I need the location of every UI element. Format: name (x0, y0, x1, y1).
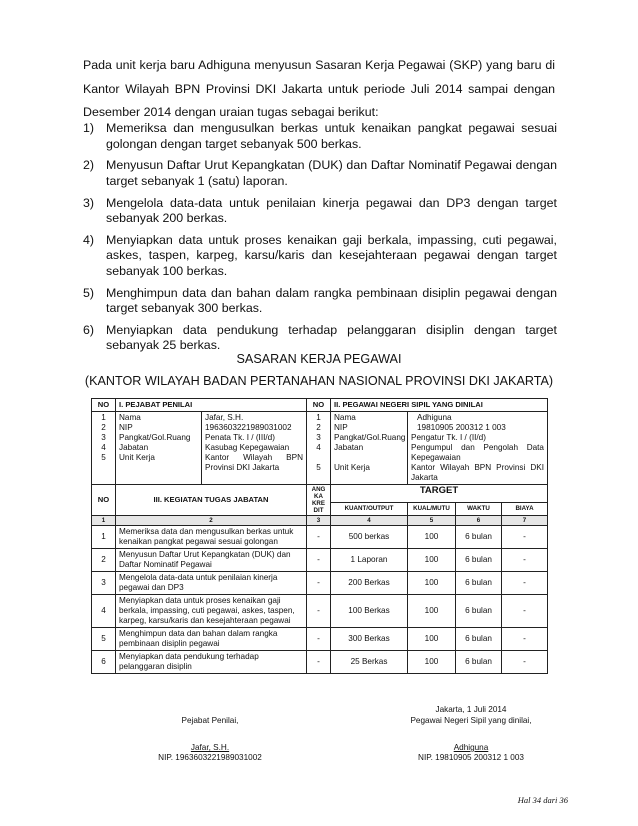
list-item (83, 323, 557, 354)
penilai-jabatan: Kasubag Kepegawaian (205, 443, 290, 452)
penilai-fields (116, 412, 202, 485)
no-header: NO (92, 399, 116, 412)
num: 5 (316, 463, 321, 472)
item-text: Memeriksa dan mengusulkan berkas untuk kenaikan pangkat pegawai sesuai golongan dengan target sebanyak 500 berkas. (106, 121, 557, 151)
waktu-cell: 6 bulan (456, 572, 502, 595)
waktu-cell: 6 bulan (456, 526, 502, 549)
num: 4 (101, 443, 106, 452)
ak-cell: - (307, 526, 331, 549)
field-label: NIP (119, 423, 133, 432)
num: 3 (316, 433, 321, 442)
pegawai-jabatan: Pengumpul dan Pengolah Data Kepegawaian (411, 443, 544, 462)
row-number: 5 (92, 628, 116, 651)
pegawai-fields (331, 412, 408, 485)
kuant-header: KUANT/OUTPUT (331, 502, 408, 515)
no-header: NO (307, 399, 331, 412)
no-header: NO (92, 485, 116, 516)
waktu-header: WAKTU (456, 502, 502, 515)
row-number: 6 (92, 651, 116, 674)
item-text: Menyiapkan data pendukung terhadap pelanggaran disiplin dengan target sebanyak 25 berkas. (106, 322, 557, 353)
biaya-cell: - (502, 595, 548, 628)
kegiatan-cell: Menyiapkan data untuk proses kenaikan gaji berkala, impassing, cuti pegawai, askes, taspen, karpeg, karsu/karis dan kesejahteraan pegawai (116, 595, 307, 628)
item-text: Mengelola data-data untuk penilaian kinerja pegawai dan DP3 dengan target sebanyak 200 berkas. (106, 195, 557, 226)
num: 3 (101, 433, 106, 442)
penilai-values (202, 412, 307, 485)
list-item (83, 121, 557, 152)
field-label: Jabatan (119, 443, 149, 452)
pegawai-pangkat: Pengatur Tk. I / (II/d) (411, 433, 486, 442)
biaya-cell: - (502, 628, 548, 651)
pegawai-signature-nip: NIP. 19810905 200312 1 003 (418, 753, 524, 762)
waktu-cell: 6 bulan (456, 628, 502, 651)
num: 1 (101, 413, 106, 422)
skp-table (91, 398, 548, 674)
penilai-role: Pejabat Penilai, (181, 716, 239, 725)
kual-cell: 100 (408, 549, 456, 572)
page-number: Hal 34 dari 36 (517, 795, 568, 805)
penilai-header: I. PEJABAT PENILAI (116, 399, 307, 412)
col-number: 7 (502, 516, 548, 526)
pegawai-unit: Kantor Wilayah BPN Provinsi DKI Jakarta (411, 463, 544, 482)
table-row (92, 595, 548, 628)
biaya-cell: - (502, 526, 548, 549)
num: 1 (316, 413, 321, 422)
penilai-nama: Jafar, S.H. (205, 413, 244, 422)
kegiatan-cell: Menyusun Daftar Urut Kepangkatan (DUK) dan Daftar Nominatif Pegawai (116, 549, 307, 572)
document-subtitle: (KANTOR WILAYAH BADAN PERTANAHAN NASIONAL PROVINSI DKI JAKARTA) (84, 374, 554, 388)
ak-cell: - (307, 628, 331, 651)
col-number: 2 (116, 516, 307, 526)
table-row (92, 628, 548, 651)
item-number: 4) (83, 232, 95, 247)
identity-row (92, 412, 548, 485)
list-item (83, 158, 557, 189)
kuant-cell: 100 Berkas (331, 595, 408, 628)
col-number: 6 (456, 516, 502, 526)
column-number-row (92, 516, 548, 526)
item-text: Menyusun Daftar Urut Kepangkatan (DUK) dan Daftar Nominatif Pegawai dengan target sebanyak 1 (satu) laporan. (106, 158, 557, 188)
kegiatan-header-row (92, 485, 548, 503)
num: 4 (316, 443, 321, 452)
num: 2 (101, 423, 106, 432)
field-label: Unit Kerja (119, 453, 155, 462)
table-row (92, 549, 548, 572)
item-number: 3) (83, 195, 95, 210)
row-number: 3 (92, 572, 116, 595)
item-number: 5) (83, 285, 95, 300)
col-number: 1 (92, 516, 116, 526)
waktu-cell: 6 bulan (456, 651, 502, 674)
ak-cell: - (307, 572, 331, 595)
penilai-signature-nip: NIP. 1963603221989031002 (158, 753, 262, 762)
row-number: 1 (92, 526, 116, 549)
num: 5 (101, 453, 106, 462)
ak-cell: - (307, 595, 331, 628)
kual-cell: 100 (408, 628, 456, 651)
item-text: Menghimpun data dan bahan dalam rangka pembinaan disiplin pegawai dengan target sebanyak 300 berkas. (106, 285, 557, 316)
field-label: Nama (334, 413, 356, 422)
kual-cell: 100 (408, 572, 456, 595)
document-title: SASARAN KERJA PEGAWAI (236, 352, 402, 366)
list-item (83, 233, 557, 280)
pegawai-signature-name: Adhiguna (453, 743, 489, 752)
kual-cell: 100 (408, 651, 456, 674)
pegawai-values (408, 412, 548, 485)
biaya-cell: - (502, 572, 548, 595)
table-row (92, 526, 548, 549)
kuant-cell: 1 Laporan (331, 549, 408, 572)
penilai-unit: Kantor Wilayah BPN Provinsi DKI Jakarta (205, 453, 303, 472)
penilai-nip: 1963603221989031002 (205, 423, 292, 432)
col-number: 3 (307, 516, 331, 526)
col-number: 4 (331, 516, 408, 526)
item-number: 2) (83, 158, 95, 173)
item-number: 6) (83, 322, 95, 337)
list-item (83, 286, 557, 317)
penilai-pangkat: Penata Tk. I / (III/d) (205, 433, 275, 442)
col-number: 5 (408, 516, 456, 526)
kegiatan-cell: Memeriksa data dan mengusulkan berkas untuk kenaikan pangkat pegawai sesuai golongan (116, 526, 307, 549)
field-label: Pangkat/Gol.Ruang (334, 433, 406, 442)
kual-header: KUAL/MUTU (408, 502, 456, 515)
header-row (92, 399, 548, 412)
penilai-numbers (92, 412, 116, 485)
num: 2 (316, 423, 321, 432)
pegawai-numbers (307, 412, 331, 485)
signature-date: Jakarta, 1 Juli 2014 (435, 705, 507, 714)
list-item (83, 196, 557, 227)
kegiatan-header: III. KEGIATAN TUGAS JABATAN (116, 485, 307, 516)
biaya-header: BIAYA (502, 502, 548, 515)
table-row (92, 651, 548, 674)
kegiatan-cell: Menghimpun data dan bahan dalam rangka pembinaan disiplin pegawai (116, 628, 307, 651)
kuant-cell: 25 Berkas (331, 651, 408, 674)
row-number: 4 (92, 595, 116, 628)
item-number: 1) (83, 121, 95, 135)
field-label: Nama (119, 413, 141, 422)
penilai-signature-name: Jafar, S.H. (190, 743, 230, 752)
intro-paragraph: Pada unit kerja baru Adhiguna menyusun Sasaran Kerja Pegawai (SKP) yang baru di Kantor Wilayah BPN Provinsi DKI Jakarta untuk periode Juli 2014 sampai dengan Desember 2014 dengan uraian tugas sebagai berikut: (83, 58, 555, 119)
ak-cell: - (307, 651, 331, 674)
kegiatan-cell: Menyiapkan data pendukung terhadap pelanggaran disiplin (116, 651, 307, 674)
kegiatan-cell: Mengelola data-data untuk penilaian kinerja pegawai dan DP3 (116, 572, 307, 595)
task-list (83, 121, 557, 360)
table-row (92, 572, 548, 595)
kuant-cell: 500 berkas (331, 526, 408, 549)
pegawai-header: II. PEGAWAI NEGERI SIPIL YANG DINILAI (331, 399, 548, 412)
field-label: Pangkat/Gol.Ruang (119, 433, 191, 442)
kual-cell: 100 (408, 595, 456, 628)
waktu-cell: 6 bulan (456, 549, 502, 572)
item-text: Menyiapkan data untuk proses kenaikan gaji berkala, impassing, cuti pegawai, askes, taspen, karpeg, karsu/karis dan kesejahteraan pegawai dengan target sebanyak 100 berkas. (106, 232, 557, 278)
field-label: NIP (334, 423, 348, 432)
ak-cell: - (307, 549, 331, 572)
field-label: Jabatan (334, 443, 364, 452)
target-header: TARGET (331, 485, 548, 503)
angka-kredit-header: ANG KA KRE DIT (307, 485, 331, 516)
kual-cell: 100 (408, 526, 456, 549)
row-number: 2 (92, 549, 116, 572)
pegawai-nip: 19810905 200312 1 003 (417, 423, 506, 432)
field-label: Unit Kerja (334, 463, 370, 472)
biaya-cell: - (502, 651, 548, 674)
pegawai-role: Pegawai Negeri Sipil yang dinilai, (410, 716, 532, 725)
pegawai-nama: Adhiguna (417, 413, 452, 422)
kuant-cell: 200 Berkas (331, 572, 408, 595)
waktu-cell: 6 bulan (456, 595, 502, 628)
kuant-cell: 300 Berkas (331, 628, 408, 651)
biaya-cell: - (502, 549, 548, 572)
